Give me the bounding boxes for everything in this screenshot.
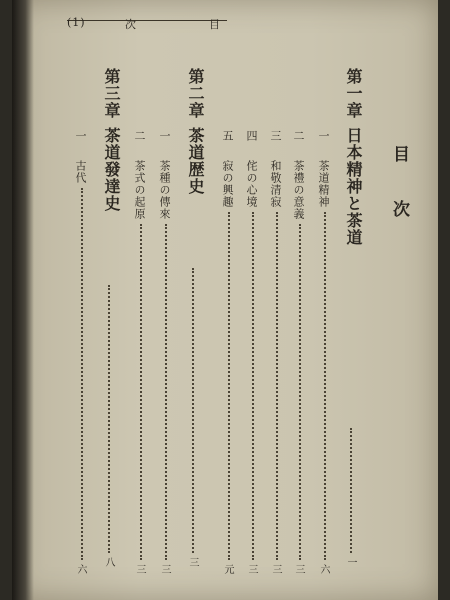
leader-dots: [243, 212, 254, 560]
section-1-4: [243, 130, 259, 575]
section-title: 寂の興趣: [221, 160, 234, 208]
leader-dots: [185, 268, 194, 553]
chapter-1-leader: [343, 428, 358, 568]
section-3-1: [72, 130, 88, 575]
section-number: 二: [292, 130, 305, 142]
leader-dots: [290, 224, 301, 560]
section-number: 五: [221, 130, 234, 142]
section-2-1: [156, 130, 172, 575]
running-head-left: 次: [125, 18, 137, 31]
section-title: 古代: [74, 160, 87, 184]
section-number: 一: [74, 130, 87, 142]
section-title: 茶種の傳來: [158, 160, 171, 220]
section-2-2: [131, 130, 147, 575]
section-page: 三: [159, 564, 170, 575]
book-gutter: [12, 0, 34, 600]
section-title: 茶式の起原: [133, 160, 146, 220]
chapter-3-heading: [100, 68, 123, 212]
section-number: 一: [317, 130, 330, 142]
section-page: 三: [293, 564, 304, 575]
section-page: 三: [246, 564, 257, 575]
running-head: [67, 16, 227, 31]
section-title: 和敬清寂: [269, 160, 282, 208]
section-number: 三: [269, 130, 282, 142]
chapter-2-title: 茶道歴史: [186, 127, 205, 195]
section-number: 一: [158, 130, 171, 142]
chapter-2-heading: [184, 68, 207, 195]
toc-title: 目次: [389, 145, 409, 255]
leader-dots: [156, 224, 167, 560]
section-page: 六: [75, 564, 86, 575]
section-title: 茶道精神: [317, 160, 330, 208]
leader-dots: [315, 212, 326, 560]
chapter-3-title: 茶道發達史: [102, 127, 121, 212]
section-page: 三: [134, 564, 145, 575]
section-page: 六: [318, 564, 329, 575]
section-number: 四: [245, 130, 258, 142]
leader-dots: [72, 188, 83, 560]
chapter-2-page: 三: [187, 557, 198, 568]
chapter-2-leader: [185, 268, 200, 568]
section-page: 三: [270, 564, 281, 575]
leader-dots: [101, 285, 110, 553]
chapter-1-number: 第一章: [344, 68, 363, 119]
section-1-3: [267, 130, 283, 575]
running-head-page-number: (1): [67, 16, 86, 29]
chapter-2-number: 第二章: [186, 68, 205, 119]
chapter-3-page: 八: [103, 557, 114, 568]
section-page: 元: [222, 564, 233, 575]
section-1-5: [219, 130, 235, 575]
leader-dots: [131, 224, 142, 560]
leader-dots: [267, 212, 278, 560]
book-page: [12, 0, 438, 600]
section-1-2: [290, 130, 306, 575]
section-title: 茶禮の意義: [292, 160, 305, 220]
chapter-1-page: 一: [345, 557, 356, 568]
chapter-1-title: 日本精神と茶道: [344, 127, 363, 246]
section-title: 侘の心境: [245, 160, 258, 208]
running-head-right: 目: [209, 18, 221, 31]
section-1-1: [315, 130, 331, 575]
chapter-3-number: 第三章: [102, 68, 121, 119]
chapter-3-leader: [101, 285, 116, 568]
section-number: 二: [133, 130, 146, 142]
leader-dots: [343, 428, 352, 553]
leader-dots: [219, 212, 230, 560]
chapter-1-heading: [342, 68, 365, 246]
